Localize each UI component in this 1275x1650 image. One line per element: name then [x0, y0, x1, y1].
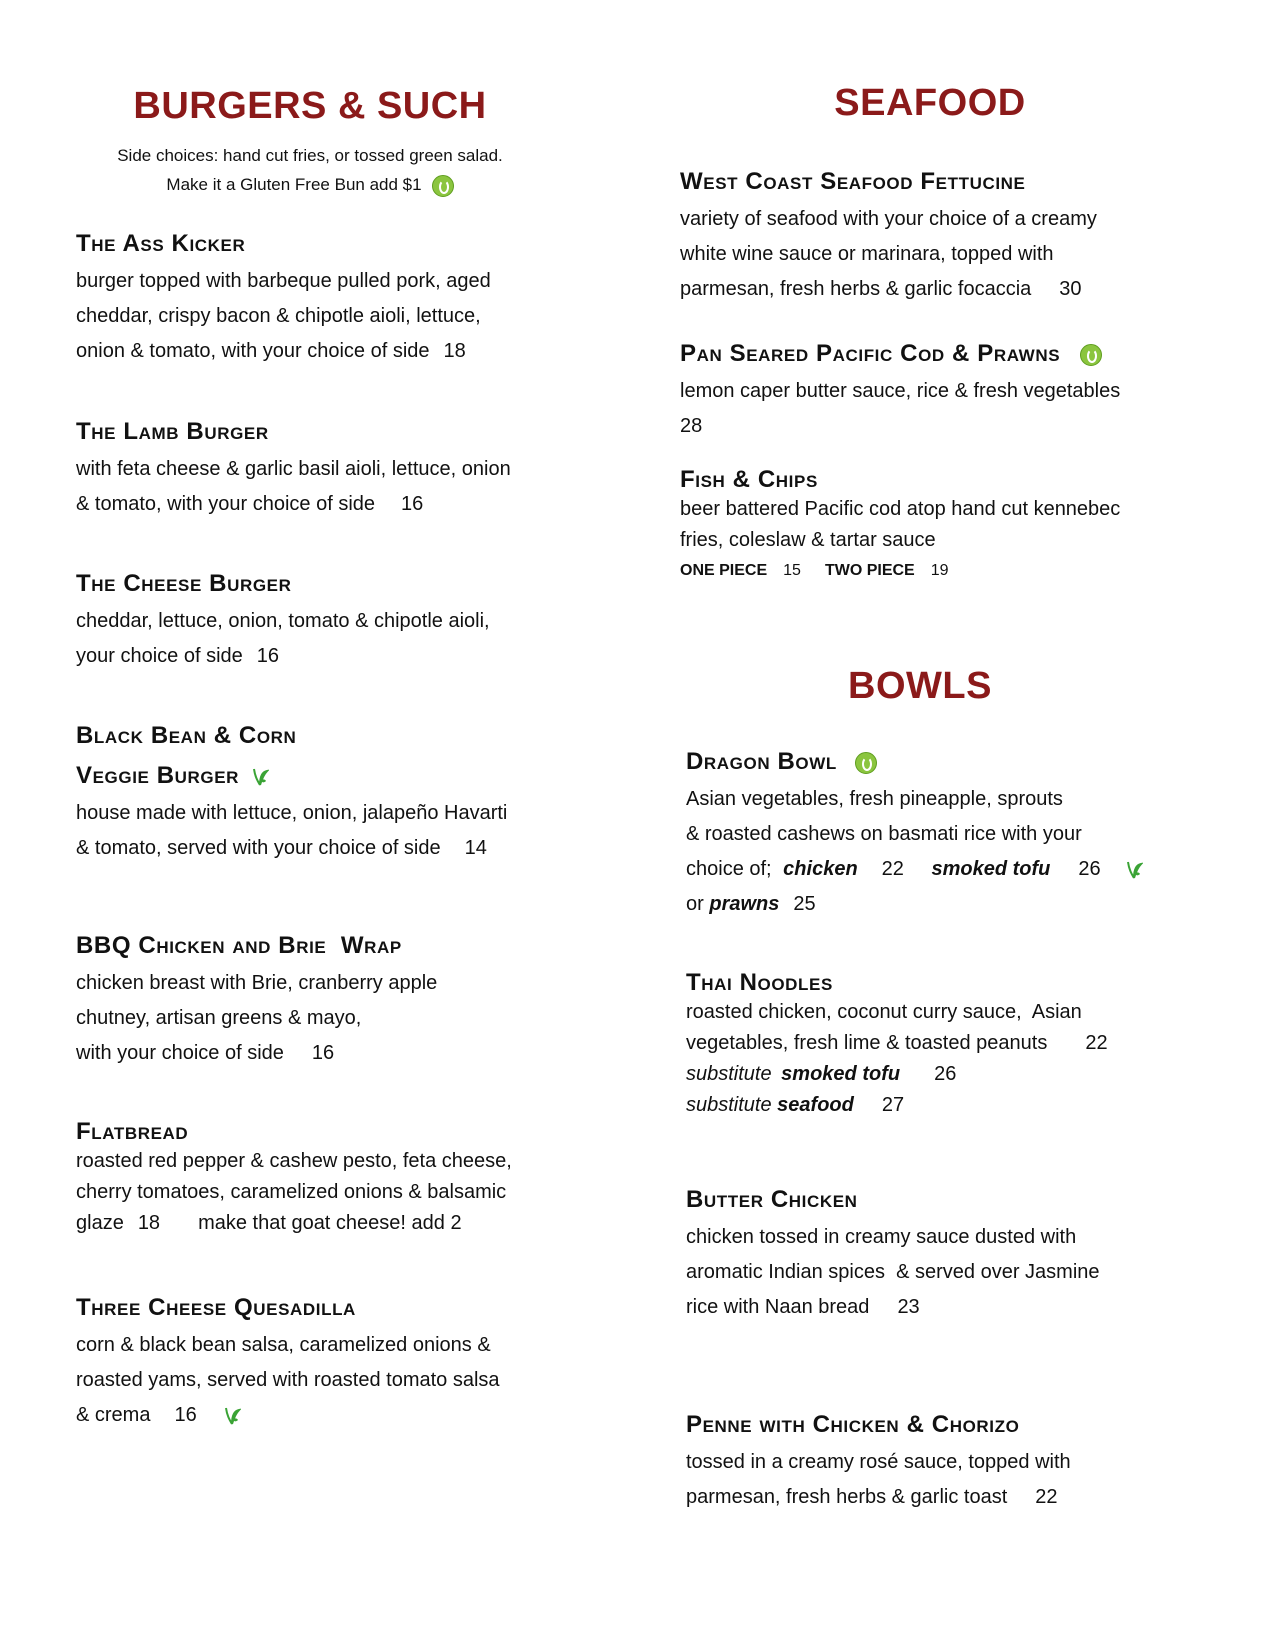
fish-chips-options: [680, 560, 1220, 582]
desc-line: & tomato, served with your choice of side: [76, 837, 441, 859]
desc-line: roasted yams, served with roasted tomato salsa: [76, 1369, 500, 1391]
option-name: chicken: [783, 858, 858, 880]
menu-item-three-cheese-quesadilla: [76, 1294, 596, 1433]
item-name: Flatbread: [76, 1118, 189, 1145]
menu-item-cod-prawns: [680, 340, 1220, 444]
option-name: smoked tofu: [931, 858, 1051, 880]
desc-line: & crema: [76, 1404, 151, 1426]
item-price: 28: [680, 415, 703, 437]
item-description: [76, 264, 596, 369]
item-description: [76, 604, 596, 674]
item-name: West Coast Seafood Fettucine: [680, 168, 1026, 195]
item-extra: make that goat cheese! add 2: [198, 1212, 462, 1234]
desc-line: onion & tomato, with your choice of side: [76, 340, 430, 362]
desc-text: or: [686, 893, 704, 915]
menu-item-thai-noodles: [686, 969, 1226, 1121]
desc-line: glaze: [76, 1212, 124, 1234]
item-description: [680, 374, 1220, 444]
item-name: Thai Noodles: [686, 969, 833, 996]
burgers-intro: [60, 141, 560, 199]
item-price: 18: [137, 1212, 161, 1234]
item-price: 22: [1035, 1486, 1058, 1508]
substitute-price: 27: [881, 1094, 905, 1116]
item-price: 16: [174, 1404, 197, 1426]
gluten-free-bun-label: Make it a Gluten Free Bun add $1: [166, 175, 422, 194]
substitute-label: substitute: [686, 1094, 772, 1116]
item-name: The Lamb Burger: [76, 418, 269, 445]
item-name: [686, 748, 1226, 776]
desc-line: & roasted cashews on basmati rice with your: [686, 823, 1082, 845]
desc-line: lemon caper butter sauce, rice & fresh vegetables: [680, 380, 1121, 402]
item-description: [76, 452, 596, 522]
item-name: [680, 340, 1220, 368]
substitute-label: substitute: [686, 1063, 772, 1085]
item-description: [76, 1146, 596, 1239]
menu-item-fish-chips: [680, 466, 1220, 582]
menu-item-veggie-burger: [76, 722, 596, 866]
gluten-free-icon: [1080, 344, 1102, 366]
desc-line: parmesan, fresh herbs & garlic toast: [686, 1486, 1008, 1508]
item-name: Three Cheese Quesadilla: [76, 1294, 356, 1321]
item-name: Fish & Chips: [680, 466, 818, 493]
item-price: 18: [443, 340, 466, 362]
desc-line: roasted red pepper & cashew pesto, feta cheese,: [76, 1150, 512, 1172]
desc-line: house made with lettuce, onion, jalapeño Havarti: [76, 802, 508, 824]
desc-line: tossed in a creamy rosé sauce, topped with: [686, 1451, 1071, 1473]
substitute-price: 26: [934, 1063, 957, 1085]
desc-line: beer battered Pacific cod atop hand cut kennebec: [680, 498, 1121, 520]
option-name: prawns: [709, 893, 780, 915]
item-name: The Ass Kicker: [76, 230, 246, 257]
vegetarian-leaf-icon: [223, 1405, 241, 1427]
desc-line: cheddar, lettuce, onion, tomato & chipotle aioli,: [76, 610, 490, 632]
item-description: [686, 782, 1226, 922]
item-name: Butter Chicken: [686, 1186, 858, 1213]
desc-line: variety of seafood with your choice of a creamy: [680, 208, 1097, 230]
desc-line: Asian vegetables, fresh pineapple, sprouts: [686, 788, 1063, 810]
desc-line: aromatic Indian spices & served over Jasmine: [686, 1261, 1100, 1283]
menu-item-bbq-chicken-brie-wrap: [76, 932, 596, 1071]
item-price: 16: [401, 493, 424, 515]
desc-text: choice of;: [686, 858, 772, 880]
desc-line: chutney, artisan greens & mayo,: [76, 1007, 362, 1029]
vegetarian-leaf-icon: [251, 766, 269, 788]
desc-line: chicken breast with Brie, cranberry apple: [76, 972, 438, 994]
menu-item-flatbread: [76, 1118, 596, 1239]
desc-line: parmesan, fresh herbs & garlic focaccia: [680, 278, 1032, 300]
desc-line: corn & black bean salsa, caramelized onions &: [76, 1334, 491, 1356]
seafood-section-title: SEAFOOD: [834, 82, 1026, 124]
option-price: 26: [1078, 858, 1101, 880]
item-description: [686, 1220, 1226, 1325]
substitute-option: seafood: [777, 1094, 854, 1116]
desc-line: vegetables, fresh lime & toasted peanuts: [686, 1032, 1048, 1054]
item-name-text: Pan Seared Pacific Cod & Prawns: [680, 340, 1061, 367]
desc-line: chicken tossed in creamy sauce dusted with: [686, 1226, 1077, 1248]
menu-item-dragon-bowl: [686, 748, 1226, 922]
vegetarian-leaf-icon: [1125, 859, 1143, 881]
item-name: BBQ Chicken and Brie Wrap: [76, 932, 402, 959]
desc-line: with feta cheese & garlic basil aioli, lettuce, onion: [76, 458, 511, 480]
desc-line: roasted chicken, coconut curry sauce, Asian: [686, 1001, 1082, 1023]
desc-line: burger topped with barbeque pulled pork, aged: [76, 270, 491, 292]
menu-item-butter-chicken: [686, 1186, 1226, 1325]
option-price: 22: [881, 858, 904, 880]
menu-item-penne-chicken-chorizo: [686, 1411, 1226, 1515]
option-price: 25: [793, 893, 816, 915]
gluten-free-icon: [855, 752, 877, 774]
item-name: Penne with Chicken & Chorizo: [686, 1411, 1020, 1438]
bowls-section-title: BOWLS: [848, 665, 992, 707]
item-name: Black Bean & Corn: [76, 722, 297, 749]
desc-line: fries, coleslaw & tartar sauce: [680, 529, 936, 551]
item-name-line2: [76, 762, 596, 790]
menu-item-cheese-burger: [76, 570, 596, 674]
menu-item-ass-kicker: [76, 230, 596, 369]
option-price: 15: [783, 562, 801, 579]
desc-line: cheddar, crispy bacon & chipotle aioli, lettuce,: [76, 305, 481, 327]
item-description: [686, 1445, 1226, 1515]
item-price: 23: [897, 1296, 920, 1318]
item-description: [76, 966, 596, 1071]
item-description: [686, 997, 1226, 1121]
desc-line: rice with Naan bread: [686, 1296, 870, 1318]
item-description: [76, 1328, 596, 1433]
desc-line: your choice of side: [76, 645, 243, 667]
option-label: ONE PIECE: [680, 562, 768, 579]
menu-item-seafood-fettucine: [680, 168, 1220, 307]
item-name-text: Veggie Burger: [76, 762, 240, 789]
desc-line: with your choice of side: [76, 1042, 284, 1064]
item-price: 16: [311, 1042, 335, 1064]
option-price: 19: [930, 562, 949, 579]
substitute-option: smoked tofu: [781, 1063, 901, 1085]
option-label: TWO PIECE: [824, 562, 915, 579]
side-choices-text: Side choices: hand cut fries, or tossed green salad.: [117, 146, 503, 165]
item-price: 22: [1085, 1032, 1108, 1054]
burgers-section-title: BURGERS & SUCH: [133, 85, 487, 127]
item-name: The Cheese Burger: [76, 570, 292, 597]
desc-line: white wine sauce or marinara, topped with: [680, 243, 1054, 265]
gluten-free-bun-text: [60, 170, 560, 199]
item-name-text: Dragon Bowl: [686, 748, 837, 775]
desc-line: cherry tomatoes, caramelized onions & balsamic: [76, 1181, 507, 1203]
item-description: [680, 202, 1220, 307]
item-price: 30: [1059, 278, 1082, 300]
item-description: [76, 796, 596, 866]
item-price: 14: [464, 837, 487, 859]
item-price: 16: [256, 645, 280, 667]
gluten-free-icon: [432, 175, 454, 197]
desc-line: & tomato, with your choice of side: [76, 493, 376, 515]
menu-item-lamb-burger: [76, 418, 596, 522]
item-description: [680, 494, 1220, 556]
